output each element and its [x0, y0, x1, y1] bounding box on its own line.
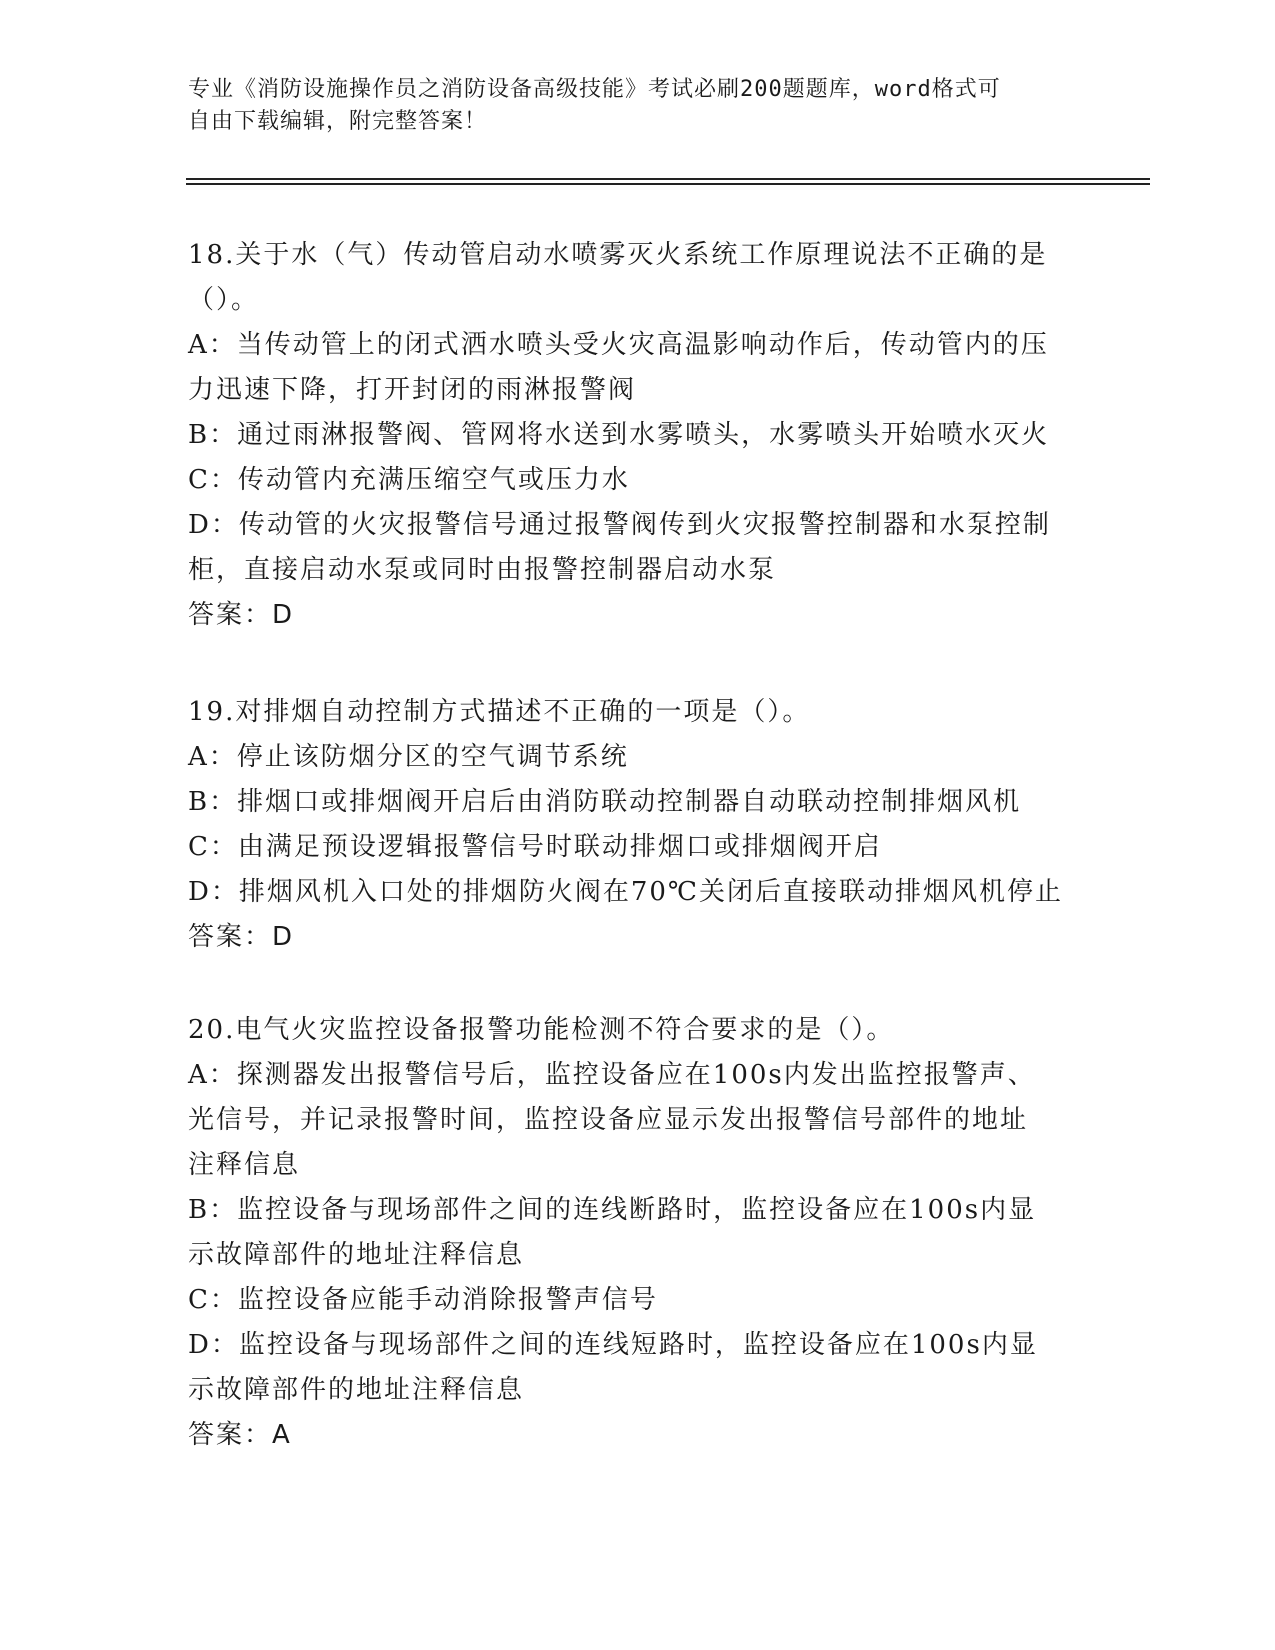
option-a: 力迅速下降，打开封闭的雨淋报警阀 — [188, 375, 637, 405]
option-d: D：传动管的火灾报警信号通过报警阀传到火灾报警控制器和水泵控制 — [188, 510, 1051, 540]
option-a: 注释信息 — [188, 1150, 301, 1180]
option-b: B：通过雨淋报警阀、管网将水送到水雾喷头，水雾喷头开始喷水灭火 — [188, 420, 1050, 450]
answer: 答案：A — [188, 1420, 292, 1450]
option-a: 光信号，并记录报警时间，监控设备应显示发出报警信号部件的地址 — [188, 1105, 1029, 1135]
header-divider — [186, 178, 1150, 180]
question-stem: 19.对排烟自动控制方式描述不正确的一项是（）。 — [188, 697, 811, 727]
question-18 — [188, 233, 1088, 638]
option-c: C：监控设备应能手动消除报警声信号 — [188, 1285, 658, 1315]
option-d: D：排烟风机入口处的排烟防火阀在70℃关闭后直接联动排烟风机停止 — [188, 877, 1064, 907]
question-stem: （）。 — [188, 285, 260, 315]
option-b: B：监控设备与现场部件之间的连线断路时，监控设备应在100s内显 — [188, 1195, 1037, 1225]
question-stem: 18.关于水（气）传动管启动水喷雾灭火系统工作原理说法不正确的是 — [188, 240, 1048, 270]
option-d: 柜，直接启动水泵或同时由报警控制器启动水泵 — [188, 555, 777, 585]
option-b: 示故障部件的地址注释信息 — [188, 1240, 525, 1270]
answer: 答案：D — [188, 600, 295, 630]
option-a: A：停止该防烟分区的空气调节系统 — [188, 742, 629, 772]
option-a: A：当传动管上的闭式洒水喷头受火灾高温影响动作后，传动管内的压 — [188, 330, 1049, 360]
header-line: 专业《消防设施操作员之消防设备高级技能》考试必刷200题题库，word格式可 — [188, 77, 1001, 102]
question-20 — [188, 1008, 1088, 1458]
question-19 — [188, 690, 1088, 960]
header-divider — [186, 183, 1150, 185]
option-d: D：监控设备与现场部件之间的连线短路时，监控设备应在100s内显 — [188, 1330, 1038, 1360]
header-line: 自由下载编辑，附完整答案！ — [188, 109, 488, 134]
option-c: C：传动管内充满压缩空气或压力水 — [188, 465, 630, 495]
option-c: C：由满足预设逻辑报警信号时联动排烟口或排烟阀开启 — [188, 832, 882, 862]
option-b: B：排烟口或排烟阀开启后由消防联动控制器自动联动控制排烟风机 — [188, 787, 1022, 817]
question-stem: 20.电气火灾监控设备报警功能检测不符合要求的是（）。 — [188, 1015, 895, 1045]
document-header — [188, 74, 1068, 138]
option-d: 示故障部件的地址注释信息 — [188, 1375, 525, 1405]
option-a: A：探测器发出报警信号后，监控设备应在100s内发出监控报警声、 — [188, 1060, 1036, 1090]
answer: 答案：D — [188, 922, 295, 952]
